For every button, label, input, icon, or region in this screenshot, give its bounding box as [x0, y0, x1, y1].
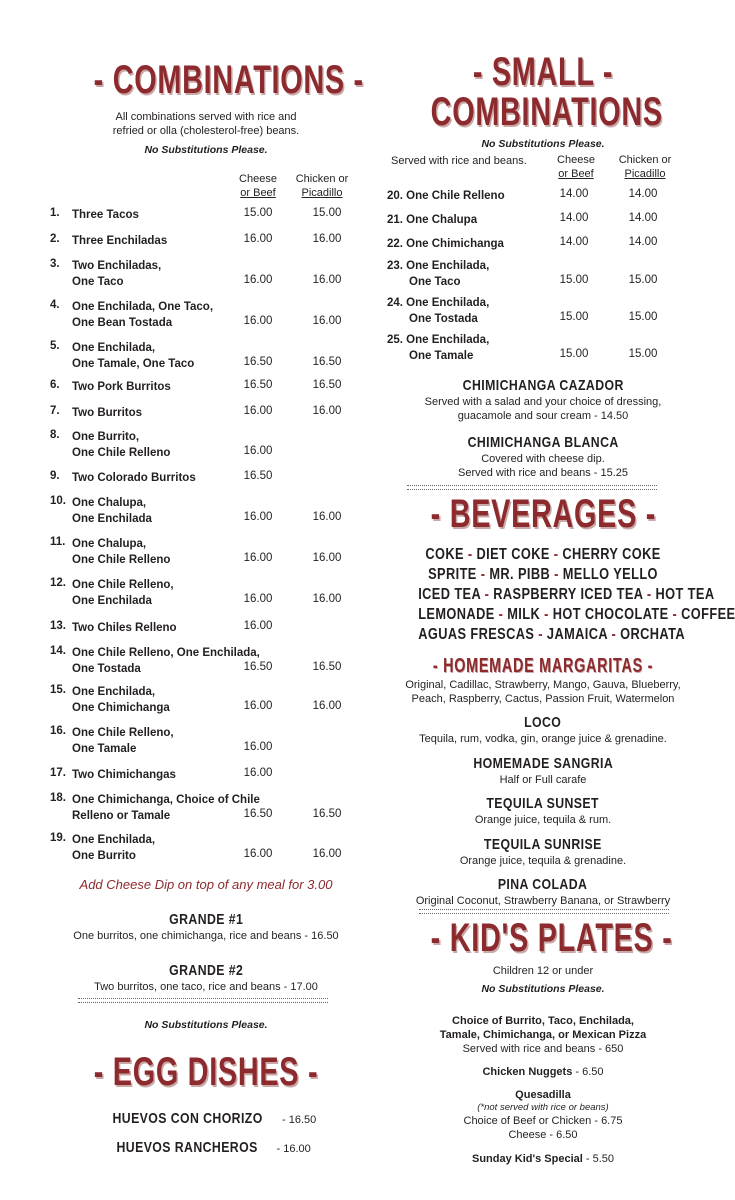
no-substitutions-note-2: No Substitutions Please. — [144, 1019, 268, 1031]
combinations-subtitle-1: All combinations served with rice and — [115, 111, 297, 123]
price-chicken-picadillo: 15.00 — [628, 274, 658, 286]
price-chicken-picadillo: 16.50 — [312, 379, 342, 391]
small-combination-name: 24. One Enchilada, One Tostada — [387, 297, 490, 325]
divider — [78, 998, 328, 1003]
price-chicken-picadillo: 15.00 — [628, 311, 658, 323]
price-cheese-beef: 16.50 — [243, 470, 273, 482]
egg-dishes-title: - EGG DISHES - — [93, 1050, 319, 1094]
combination-name: One Enchilada, One Tamale, One Taco — [72, 342, 195, 370]
kids-plates-title: - KID'S PLATES - — [430, 916, 673, 960]
price-cheese-beef: 15.00 — [559, 348, 589, 360]
small-combinations-title-1: - SMALL - — [472, 50, 614, 94]
beverage-separator: - — [480, 586, 494, 603]
combination-name: One Chile Relleno, One Tamale — [72, 727, 174, 755]
small-combinations-title-2: COMBINATIONS — [430, 90, 663, 134]
combination-name: Two Burritos — [72, 407, 143, 419]
combination-number: 7. — [50, 405, 60, 417]
small-col-header-chicken: Chicken or Picadillo — [618, 154, 672, 180]
egg-dish-2-price: - 16.00 — [273, 1143, 311, 1155]
small-combination-name: 25. One Enchilada, One Tamale — [387, 334, 490, 362]
combination-name: Two Chimichangas — [72, 769, 176, 781]
price-cheese-beef: 15.00 — [243, 207, 273, 219]
price-chicken-picadillo: 16.00 — [312, 405, 342, 417]
price-chicken-picadillo: 16.00 — [312, 315, 342, 327]
egg-dish-1-name: HUEVOS CON CHORIZO — [112, 1110, 263, 1127]
price-chicken-picadillo: 14.00 — [628, 236, 658, 248]
margaritas-desc-1: Original, Cadillac, Strawberry, Mango, Gauva, Blueberry, — [405, 679, 681, 691]
beverage-line — [418, 605, 735, 625]
beverage-item: MELLO YELLO — [562, 566, 658, 583]
beverage-item: ORCHATA — [620, 626, 686, 643]
price-cheese-beef: 16.00 — [243, 233, 273, 245]
beverage-separator: - — [607, 626, 621, 643]
kids-sunday-special-name: Sunday Kid's Special — [471, 1153, 583, 1165]
kids-quesadilla-line-2: Cheese - 6.50 — [508, 1129, 578, 1141]
combination-name: One Chile Relleno, One Enchilada, One Tostada — [72, 647, 260, 675]
blanca-desc-1: Covered with cheese dip. — [481, 453, 605, 465]
price-chicken-picadillo: 14.00 — [628, 188, 658, 200]
combination-number: 9. — [50, 470, 60, 482]
beverage-separator: - — [534, 626, 547, 643]
beverage-item: DIET COKE — [476, 546, 550, 563]
kids-age-note: Children 12 or under — [492, 965, 594, 977]
price-cheese-beef: 16.00 — [243, 274, 273, 286]
beverage-item: LEMONADE — [418, 606, 495, 623]
price-cheese-beef: 16.50 — [243, 379, 273, 391]
combination-number: 14. — [50, 645, 66, 657]
kids-quesadilla-line-1: Choice of Beef or Chicken - 6.75 — [463, 1115, 623, 1127]
divider — [407, 485, 657, 490]
grande-1-title: GRANDE #1 — [168, 911, 244, 928]
beverage-item: JAMAICA — [546, 626, 608, 643]
drink-name: TEQUILA SUNSET — [486, 795, 600, 812]
combination-name: Two Enchiladas, One Taco — [72, 260, 162, 288]
combination-number: 1. — [50, 207, 60, 219]
beverage-item: COKE — [425, 546, 464, 563]
beverage-separator: - — [540, 606, 553, 623]
beverage-item: AGUAS FRESCAS — [418, 626, 535, 643]
price-cheese-beef: 16.00 — [243, 511, 273, 523]
combination-name: One Enchilada, One Burrito — [72, 834, 156, 862]
beverage-separator: - — [463, 546, 477, 563]
price-cheese-beef: 16.00 — [243, 552, 273, 564]
combination-number: 19. — [50, 832, 66, 844]
no-substitutions-note: No Substitutions Please. — [144, 144, 268, 156]
kids-no-substitutions: No Substitutions Please. — [481, 983, 605, 995]
beverage-item: HOT TEA — [655, 586, 715, 603]
beverage-line — [418, 565, 668, 585]
kids-nuggets-price: - 6.50 — [572, 1066, 604, 1078]
combination-number: 17. — [50, 767, 66, 779]
price-chicken-picadillo: 14.00 — [628, 212, 658, 224]
drink-name: LOCO — [524, 714, 562, 731]
drink-name: PINA COLADA — [498, 876, 588, 893]
cazador-desc-2: guacamole and sour cream - 14.50 — [457, 410, 629, 422]
small-served-note: Served with rice and beans. — [391, 155, 527, 167]
drink-item — [387, 755, 699, 787]
drink-desc: Half or Full carafe — [499, 774, 587, 786]
beverage-separator: - — [549, 546, 563, 563]
combination-name: Two Chiles Relleno — [72, 622, 177, 634]
price-chicken-picadillo: 15.00 — [312, 207, 342, 219]
combination-name: Three Tacos — [72, 209, 139, 221]
small-col-header-cheese: Cheese or Beef — [557, 154, 595, 180]
combinations-subtitle-2: refried or olla (cholesterol-free) beans. — [112, 125, 300, 137]
beverage-item: MILK — [507, 606, 541, 623]
price-cheese-beef: 14.00 — [559, 236, 589, 248]
small-no-substitutions: No Substitutions Please. — [481, 138, 605, 150]
price-chicken-picadillo: 16.50 — [312, 808, 342, 820]
price-chicken-picadillo: 16.00 — [312, 700, 342, 712]
price-chicken-picadillo: 16.00 — [312, 552, 342, 564]
combination-name: One Burrito, One Chile Relleno — [72, 431, 171, 459]
drink-item — [387, 714, 699, 746]
drink-desc: Tequila, rum, vodka, gin, orange juice & grenadine. — [419, 733, 667, 745]
combination-number: 3. — [50, 258, 60, 270]
beverage-item: MR. PIBB — [489, 566, 551, 583]
price-cheese-beef: 14.00 — [559, 188, 589, 200]
beverage-item: CHERRY COKE — [562, 546, 661, 563]
beverage-separator: - — [550, 566, 563, 583]
kids-quesadilla-note: (*not served with rice or beans) — [477, 1102, 609, 1113]
price-cheese-beef: 16.00 — [243, 445, 273, 457]
egg-dish-2-name: HUEVOS RANCHEROS — [116, 1139, 258, 1156]
grande-1-desc: One burritos, one chimichanga, rice and beans - 16.50 — [73, 930, 339, 942]
grande-2-desc: Two burritos, one taco, rice and beans - 17.00 — [94, 981, 318, 993]
drink-item — [387, 795, 699, 827]
kids-choice-line-3: Served with rice and beans - 650 — [462, 1043, 624, 1055]
combination-number: 16. — [50, 725, 66, 737]
col-header-cheese: Cheese or Beef — [239, 173, 277, 199]
combination-name: One Chimichanga, Choice of Chile Relleno or Tamale — [72, 794, 260, 822]
price-cheese-beef: 14.00 — [559, 212, 589, 224]
price-chicken-picadillo: 16.00 — [312, 233, 342, 245]
drink-name: HOMEMADE SANGRIA — [473, 755, 613, 772]
beverage-separator: - — [642, 586, 656, 603]
combination-name: Two Colorado Burritos — [72, 472, 196, 484]
margaritas-desc-2: Peach, Raspberry, Cactus, Passion Fruit, Watermelon — [411, 693, 675, 705]
combination-number: 6. — [50, 379, 60, 391]
combination-number: 15. — [50, 684, 66, 696]
beverage-item: COFFEE — [681, 606, 735, 623]
drink-desc: Orange juice, tequila & rum. — [474, 814, 612, 826]
cheese-dip-note: Add Cheese Dip on top of any meal for 3.00 — [79, 877, 333, 892]
price-cheese-beef: 16.00 — [243, 767, 273, 779]
blanca-desc-2: Served with rice and beans - 15.25 — [458, 467, 628, 479]
combination-name: Three Enchiladas — [72, 235, 168, 247]
price-chicken-picadillo: 16.50 — [312, 661, 342, 673]
price-cheese-beef: 16.00 — [243, 848, 273, 860]
combination-name: One Chalupa, One Chile Relleno — [72, 538, 171, 566]
beverages-list — [387, 545, 735, 645]
combination-number: 4. — [50, 299, 60, 311]
small-combination-name: 20. One Chile Relleno — [387, 190, 505, 202]
drink-name: TEQUILA SUNRISE — [484, 836, 602, 853]
beverage-separator: - — [476, 566, 490, 583]
combination-number: 5. — [50, 340, 60, 352]
beverage-line — [418, 625, 686, 645]
beverages-title: - BEVERAGES - — [430, 492, 657, 536]
price-cheese-beef: 16.50 — [243, 661, 273, 673]
drink-item — [387, 836, 699, 868]
price-chicken-picadillo: 16.00 — [312, 848, 342, 860]
combination-number: 18. — [50, 792, 66, 804]
beverage-item: RASPBERRY ICED TEA — [493, 586, 643, 603]
beverage-item: HOT CHOCOLATE — [552, 606, 669, 623]
kids-choice-line-2: Tamale, Chimichanga, or Mexican Pizza — [439, 1029, 647, 1041]
cazador-title: CHIMICHANGA CAZADOR — [462, 377, 624, 394]
beverage-item: ICED TEA — [418, 586, 481, 603]
grande-2-title: GRANDE #2 — [168, 962, 244, 979]
beverage-line — [418, 545, 668, 565]
price-chicken-picadillo: 15.00 — [628, 348, 658, 360]
price-cheese-beef: 16.50 — [243, 808, 273, 820]
cazador-desc-1: Served with a salad and your choice of dressing, — [424, 396, 662, 408]
beverage-item: SPRITE — [428, 566, 477, 583]
blanca-title: CHIMICHANGA BLANCA — [467, 434, 619, 451]
beverage-line — [418, 585, 715, 605]
price-cheese-beef: 16.00 — [243, 620, 273, 632]
price-cheese-beef: 16.00 — [243, 593, 273, 605]
price-chicken-picadillo: 16.00 — [312, 511, 342, 523]
price-cheese-beef: 16.00 — [243, 700, 273, 712]
combination-number: 11. — [50, 536, 66, 548]
combination-name: One Enchilada, One Chimichanga — [72, 686, 170, 714]
combination-number: 12. — [50, 577, 66, 589]
small-combination-name: 22. One Chimichanga — [387, 238, 504, 250]
kids-choice-line-1: Choice of Burrito, Taco, Enchilada, — [452, 1015, 634, 1027]
drink-desc: Orange juice, tequila & grenadine. — [459, 855, 627, 867]
combination-number: 8. — [50, 429, 60, 441]
combination-number: 2. — [50, 233, 60, 245]
egg-dish-1-price: - 16.50 — [278, 1114, 317, 1126]
combination-name: One Chile Relleno, One Enchilada — [72, 579, 174, 607]
drink-desc: Original Coconut, Strawberry Banana, or Strawberry — [415, 895, 671, 907]
price-chicken-picadillo: 16.50 — [312, 356, 342, 368]
kids-sunday-special-price: - 5.50 — [582, 1153, 614, 1165]
combination-name: One Chalupa, One Enchilada — [72, 497, 152, 525]
drink-item — [387, 876, 699, 908]
beverage-separator: - — [494, 606, 508, 623]
price-chicken-picadillo: 16.00 — [312, 274, 342, 286]
price-chicken-picadillo: 16.00 — [312, 593, 342, 605]
combination-number: 13. — [50, 620, 66, 632]
col-header-chicken: Chicken or Picadillo — [295, 173, 349, 199]
combination-number: 10. — [50, 495, 66, 507]
price-cheese-beef: 16.00 — [243, 405, 273, 417]
price-cheese-beef: 15.00 — [559, 274, 589, 286]
beverage-separator: - — [668, 606, 682, 623]
combinations-title: - COMBINATIONS - — [93, 58, 364, 102]
price-cheese-beef: 15.00 — [559, 311, 589, 323]
kids-nuggets-name: Chicken Nuggets — [482, 1066, 573, 1078]
price-cheese-beef: 16.00 — [243, 315, 273, 327]
price-cheese-beef: 16.50 — [243, 356, 273, 368]
kids-quesadilla-title: Quesadilla — [515, 1089, 571, 1101]
price-cheese-beef: 16.00 — [243, 741, 273, 753]
combination-name: One Enchilada, One Taco, One Bean Tostada — [72, 301, 214, 329]
small-combination-name: 21. One Chalupa — [387, 214, 478, 226]
combination-name: Two Pork Burritos — [72, 381, 171, 393]
small-combination-name: 23. One Enchilada, One Taco — [387, 260, 490, 288]
margaritas-title: - HOMEMADE MARGARITAS - — [432, 655, 654, 677]
divider — [419, 909, 669, 914]
